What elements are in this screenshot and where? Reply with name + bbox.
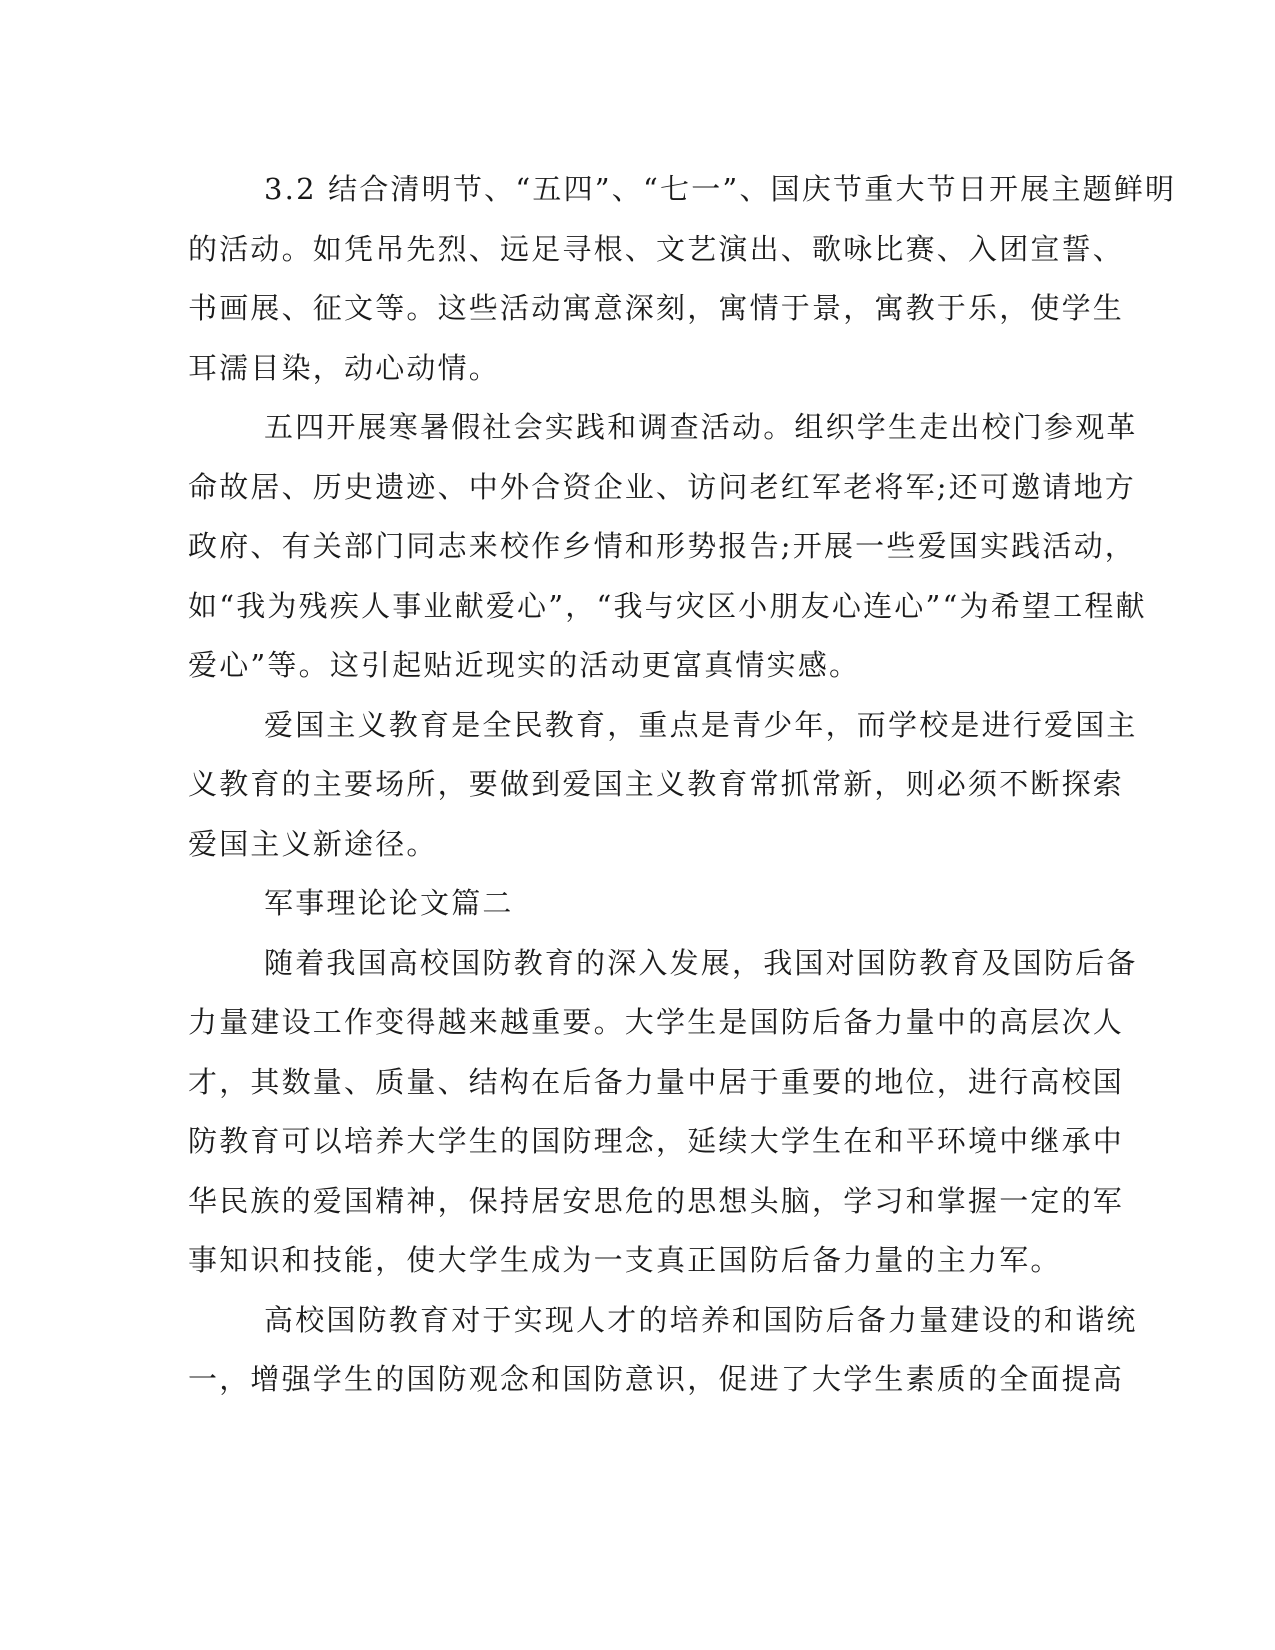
paragraph [188, 1291, 1138, 1410]
paragraph [188, 398, 1147, 696]
text-line: 爱国主义教育是全民教育，重点是青少年，而学校是进行爱国主 [264, 707, 1138, 742]
text-line: 政府、有关部门同志来校作乡情和形势报告;开展一些爱国实践活动， [188, 529, 1136, 563]
paragraph [188, 934, 1138, 1291]
text-line: 爱国主义新途径。 [188, 826, 438, 861]
text-line: 爱心”等。这引起贴近现实的活动更富真情实感。 [188, 648, 861, 682]
paragraph [188, 696, 1138, 875]
section-heading [188, 874, 1068, 934]
text-line: 命故居、历史遗迹、中外合资企业、访问老红军老将军;还可邀请地方 [188, 469, 1136, 504]
text-line: 义教育的主要场所，要做到爱国主义教育常抓常新，则必须不断探索 [188, 767, 1125, 801]
text-line: 的活动。如凭吊先烈、远足寻根、文艺演出、歌咏比赛、入团宣誓、 [188, 231, 1125, 266]
text-line: 耳濡目染，动心动情。 [188, 350, 501, 385]
heading-text: 军事理论论文篇二 [264, 886, 514, 920]
paragraph [188, 160, 1177, 398]
text-line: 书画展、征文等。这些活动寓意深刻，寓情于景，寓教于乐，使学生 [188, 291, 1125, 325]
document-body [188, 160, 1177, 1410]
text-line: 如“我为残疾人事业献爱心”，“我与灾区小朋友心连心”“为希望工程献 [188, 588, 1147, 623]
text-line: 高校国防教育对于实现人才的培养和国防后备力量建设的和谐统 [264, 1302, 1138, 1337]
text-line: 五四开展寒暑假社会实践和调查活动。组织学生走出校门参观革 [264, 410, 1138, 444]
text-line: 3.2 结合清明节、“五四”、“七一”、国庆节重大节日开展主题鲜明 [264, 172, 1177, 206]
text-line: 华民族的爱国精神，保持居安思危的思想头脑，学习和掌握一定的军 [188, 1183, 1125, 1218]
text-line: 一，增强学生的国防观念和国防意识，促进了大学生素质的全面提高 [188, 1362, 1125, 1396]
text-line: 力量建设工作变得越来越重要。大学生是国防后备力量中的高层次人 [188, 1005, 1125, 1039]
text-line: 才，其数量、质量、结构在后备力量中居于重要的地位，进行高校国 [188, 1064, 1125, 1099]
text-line: 防教育可以培养大学生的国防理念，延续大学生在和平环境中继承中 [188, 1124, 1125, 1158]
text-line: 随着我国高校国防教育的深入发展，我国对国防教育及国防后备 [264, 945, 1138, 980]
text-line: 事知识和技能，使大学生成为一支真正国防后备力量的主力军。 [188, 1243, 1062, 1277]
